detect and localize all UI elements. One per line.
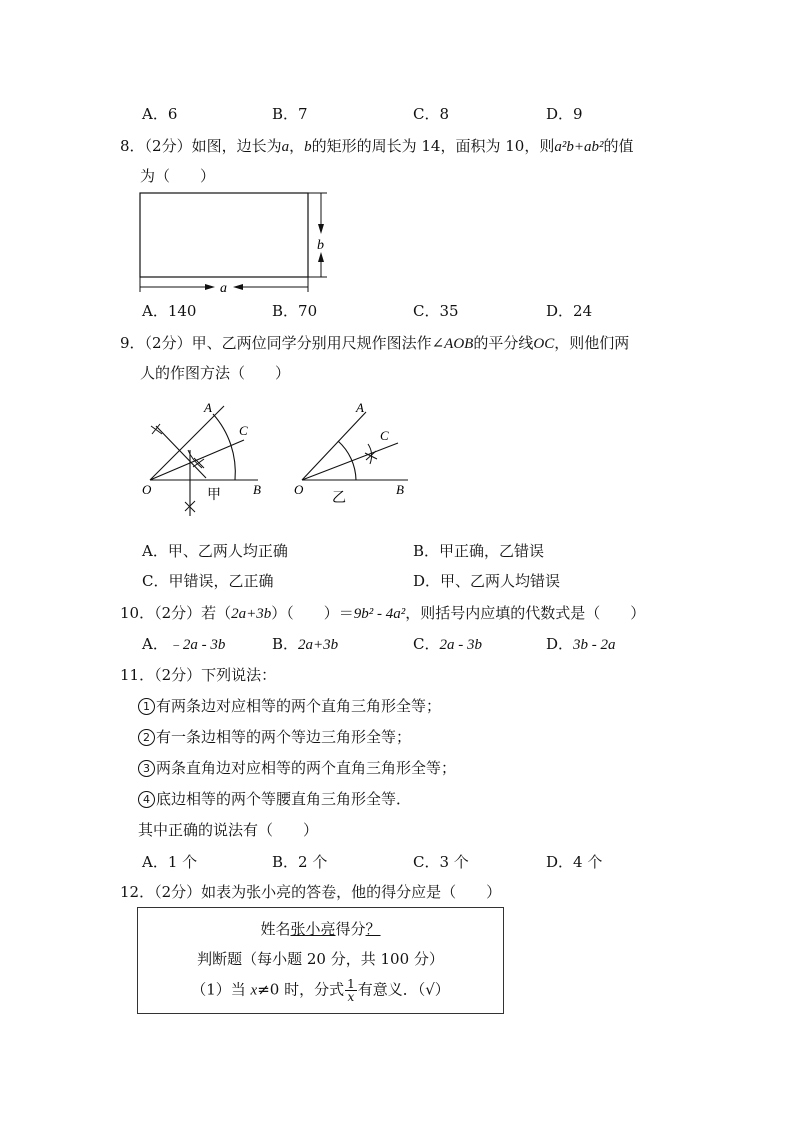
q9-figure-yi	[290, 398, 416, 508]
q9-stem: 9．（2分）甲、乙两位同学分别用尺规作图法作∠AOB的平分线OC，则他们两	[120, 334, 630, 352]
q10-option-b: B．2a+3b	[272, 635, 339, 653]
q11-statement-3: 3 两条直角边对应相等的两个直角三角形全等；	[138, 757, 456, 778]
q11-option-c: C．3 个	[413, 853, 469, 871]
q12-stem: 12．（2分）如表为张小亮的答卷，他的得分应是（ ）	[120, 883, 502, 901]
student-name: 张小亮	[290, 920, 336, 938]
q8-stem: 8．（2分）如图，边长为a，b的矩形的周长为 14，面积为 10，则a²b+ab²的值	[120, 137, 634, 155]
svg-text:O: O	[142, 482, 152, 497]
q7-option-d: D．9	[546, 105, 583, 123]
answer-sheet-box	[137, 907, 504, 1014]
q11-statement-4: 4 底边相等的两个等腰直角三角形全等．	[138, 788, 411, 809]
circled-number-icon: 3	[138, 760, 155, 777]
answer-sheet-item-1: （1）当 x≠0 时，分式 $\frac{1}{x}$ 有意义．（√）	[191, 977, 450, 1004]
svg-text:B: B	[396, 482, 404, 497]
q9-option-b: B．甲正确，乙错误	[413, 542, 545, 560]
q9-option-c: C．甲错误，乙正确	[142, 572, 274, 590]
q8-option-c: C．35	[413, 302, 459, 320]
q10-option-d: D．3b - 2a	[546, 635, 616, 653]
q9-stem-line2: 人的作图方法（ ）	[140, 364, 291, 382]
answer-sheet-header: 姓名张小亮得分？	[260, 920, 381, 938]
q9-option-d: D．甲、乙两人均错误	[413, 572, 561, 590]
q8-option-a: A．140	[142, 302, 197, 320]
rectangle	[140, 193, 308, 277]
q11-option-a: A．1 个	[142, 853, 198, 871]
arrow-down-icon	[318, 224, 324, 234]
label-a: a	[220, 281, 227, 296]
q8-stem-line2: 为（ ）	[140, 167, 216, 185]
q10-option-c: C．2a - 3b	[413, 635, 482, 653]
q9-figure-jia	[138, 398, 268, 522]
q11-stem: 11．（2分）下列说法：	[120, 666, 277, 684]
arrow-left-icon	[233, 284, 243, 290]
fraction: $\frac{1}{x}$	[347, 977, 355, 1004]
svg-text:甲: 甲	[207, 488, 221, 503]
score-value: ？	[365, 920, 381, 938]
circled-number-icon: 1	[138, 698, 155, 715]
q8-option-b: B．70	[272, 302, 318, 320]
svg-text:C: C	[380, 428, 389, 443]
q11-statement-2: 2 有一条边相等的两个等边三角形全等；	[138, 726, 411, 747]
svg-text:C: C	[239, 423, 248, 438]
q10-stem: 10．（2分）若（2a+3b）（ ）＝9b² - 4a²，则括号内应填的代数式是（ ）	[120, 604, 646, 622]
circled-number-icon: 2	[138, 729, 155, 746]
arrow-up-icon	[318, 252, 324, 262]
svg-text:A: A	[204, 400, 212, 415]
q10-option-a: A．﹣2a - 3b	[142, 635, 226, 653]
label-b: b	[317, 238, 324, 253]
arrow-right-icon	[205, 284, 215, 290]
q11-statement-1: 1 有两条边对应相等的两个直角三角形全等；	[138, 695, 441, 716]
q7-option-a: A．6	[142, 105, 178, 123]
svg-text:O: O	[294, 482, 304, 497]
q8-option-d: D．24	[546, 302, 593, 320]
svg-text:乙: 乙	[332, 491, 346, 506]
svg-text:B: B	[253, 482, 261, 497]
q9-option-a: A．甲、乙两人均正确	[142, 542, 288, 560]
q11-option-b: B．2 个	[272, 853, 328, 871]
q11-question: 其中正确的说法有（ ）	[138, 821, 319, 839]
answer-sheet-section: 判断题（每小题 20 分，共 100 分）	[197, 950, 444, 968]
q11-option-d: D．4 个	[546, 853, 603, 871]
q8-rectangle-figure	[135, 190, 335, 296]
q7-option-c: C．8	[413, 105, 450, 123]
svg-text:A: A	[356, 400, 364, 415]
q7-option-b: B．7	[272, 105, 308, 123]
check-mark-icon: √	[425, 980, 435, 999]
circled-number-icon: 4	[138, 791, 155, 808]
